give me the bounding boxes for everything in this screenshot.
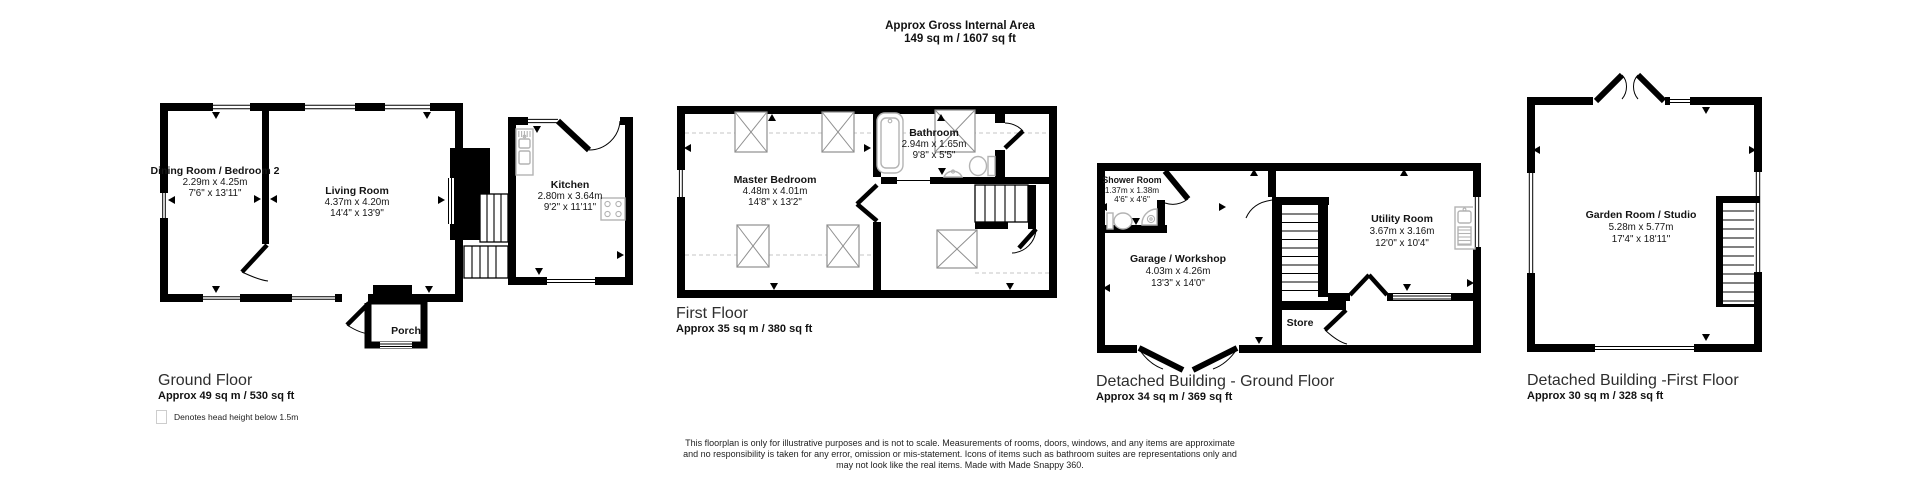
header-title: Approx Gross Internal Area [885,20,1035,32]
room-label-living: Living Room [325,185,389,197]
first-floor-plan [672,100,1067,310]
disclaimer-line-2: and no responsibility is taken for any error, omission or mis-statement. Icons of items such as bathroom suites are representations only and [683,448,1237,459]
room-label-store: Store [1286,317,1314,329]
room-dim-imperial: 14'8" x 13'2" [748,197,802,208]
shower-icon [1142,209,1157,225]
disclaimer [0,438,1920,470]
head-height-legend-icon [156,410,167,424]
room-label-garden-room: Garden Room / Studio [1585,209,1697,221]
room-label-utility: Utility Room [1371,213,1433,225]
staircase [1716,196,1760,307]
walls [164,107,629,345]
room-label-shower-room: Shower Room [1102,175,1162,185]
detached-first-area: Approx 30 sq m / 328 sq ft [1527,390,1664,402]
room-dim-imperial: 4'6" x 4'6" [1114,195,1150,204]
disclaimer-line-1: This floorplan is only for illustrative purposes and is not to scale. Measurements of rooms, doors, windows, and any items are approximate [685,438,1235,448]
room-label-kitchen: Kitchen [550,179,590,191]
sink-icon [944,170,962,177]
room-label-garage: Garage / Workshop [1129,253,1227,265]
window [677,170,685,197]
room-dim-imperial: 13'3" x 14'0" [1151,278,1205,289]
detached-ground-floor-plan [1093,158,1488,373]
room-dim-imperial: 9'8" x 5'5" [912,150,956,161]
room-dim-metric: 3.67m x 3.16m [1369,226,1435,237]
room-dim-metric: 4.37m x 4.20m [324,197,390,208]
detached-first-floor-plan [1523,68,1773,363]
room-dim-metric: 1.37m x 1.38m [1104,186,1160,195]
utility-sink-icon [1455,207,1475,249]
disclaimer-line-3: may not look like the real items. Made with Made Snappy 360. [836,459,1084,470]
room-dim-imperial: 7'6" x 13'11" [188,188,242,199]
ground-floor-title: Ground Floor [158,372,253,389]
detached-ground-area: Approx 34 sq m / 369 sq ft [1096,391,1233,403]
detached-ground-title: Detached Building - Ground Floor [1096,373,1335,390]
room-dim-imperial: 9'2" x 11'11" [543,202,597,213]
room-dim-imperial: 12'0" x 10'4" [1375,238,1429,249]
room-dim-metric: 4.03m x 4.26m [1145,266,1211,277]
bathtub-icon [877,113,903,173]
room-label-dining: Dining Room / Bedroom 2 [150,165,280,177]
head-height-legend-text: Denotes head height below 1.5m [174,412,299,422]
room-dim-metric: 5.28m x 5.77m [1608,222,1674,233]
first-floor-title: First Floor [676,305,748,322]
room-label-bathroom: Bathroom [909,127,959,139]
room-label-master-bedroom: Master Bedroom [733,174,817,186]
staircase [975,185,1028,222]
header-area: 149 sq m / 1607 sq ft [904,33,1016,45]
stove-icon [601,198,625,220]
kitchen-sink-icon [516,129,533,175]
room-dim-metric: 4.48m x 4.01m [742,186,808,197]
ground-floor-plan [128,82,638,352]
first-floor-area: Approx 35 sq m / 380 sq ft [676,323,813,335]
toilet-icon [970,157,996,176]
head-height-legend [156,410,298,424]
room-dim-metric: 2.94m x 1.65m [901,139,967,150]
room-dim-metric: 2.29m x 4.25m [182,177,248,188]
ground-floor-area: Approx 49 sq m / 530 sq ft [158,390,295,402]
room-dim-metric: 2.80m x 3.64m [537,191,603,202]
staircase [1282,205,1318,297]
detached-first-title: Detached Building -First Floor [1527,372,1739,389]
toilet-icon [1107,213,1132,229]
room-dim-imperial: 17'4" x 18'11" [1611,234,1671,245]
gross-internal-area-header [0,20,1920,46]
room-label-porch: Porch [391,325,421,337]
door-arc [242,121,620,334]
room-dim-imperial: 14'4" x 13'9" [330,208,384,219]
